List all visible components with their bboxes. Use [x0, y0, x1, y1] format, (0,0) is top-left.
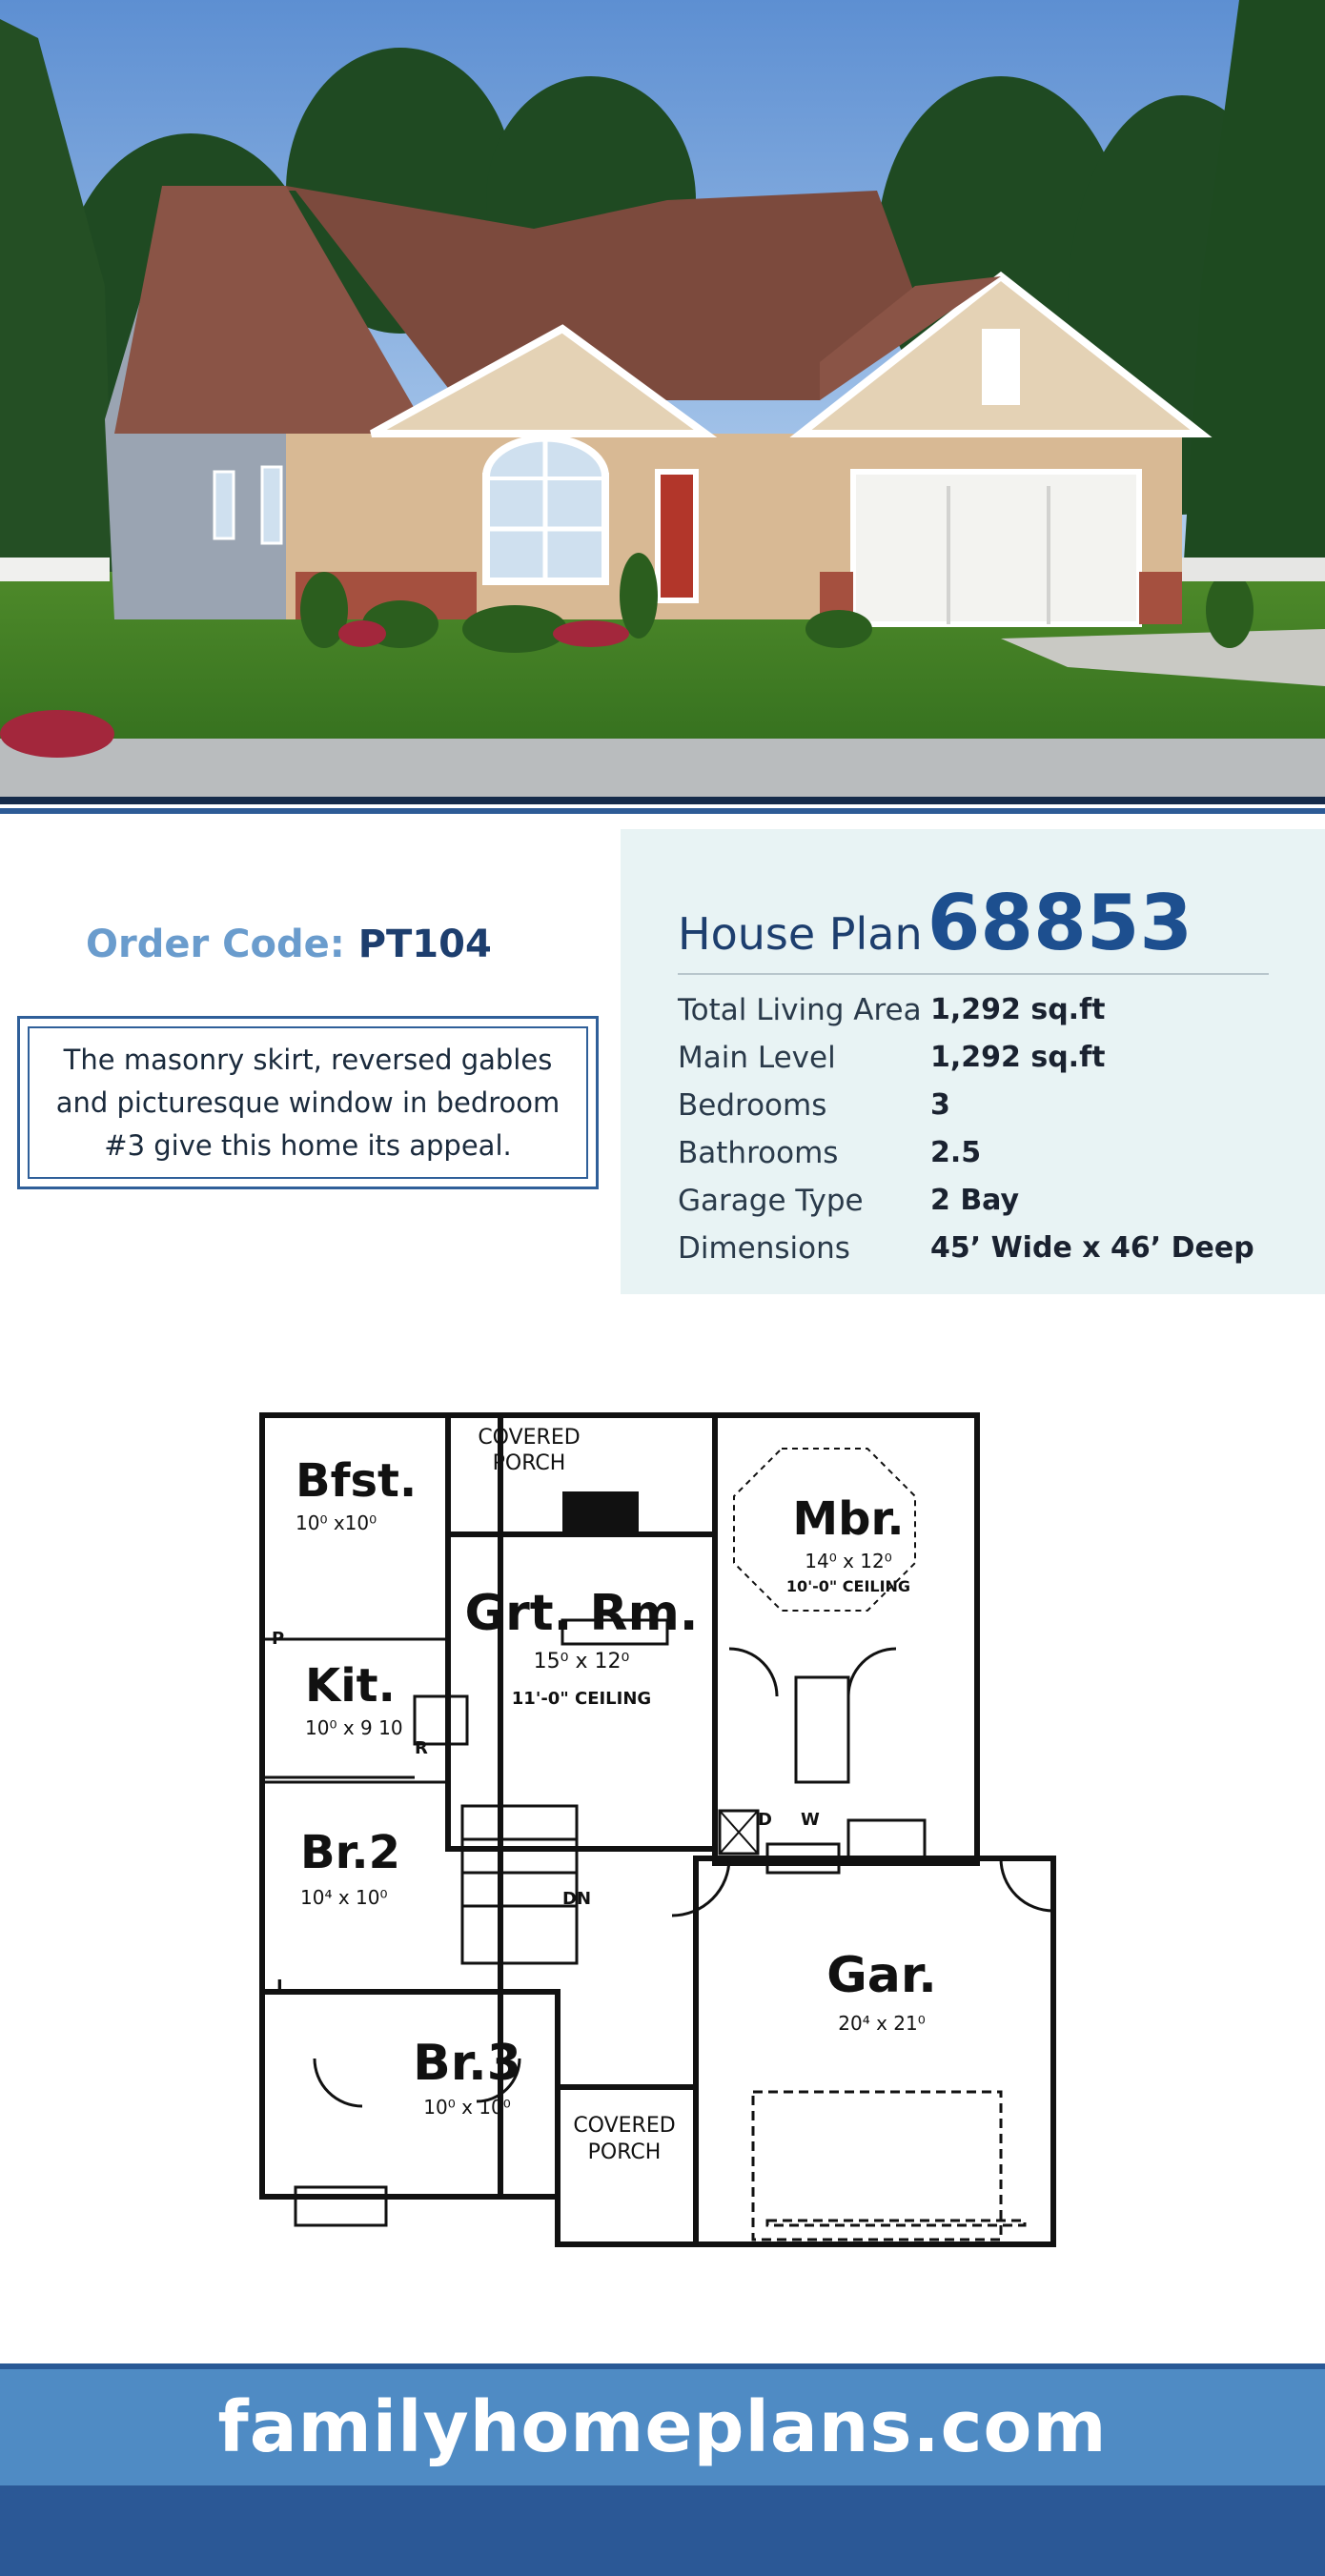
room-name-kit: Kit. [305, 1659, 396, 1713]
marker-dryer: D [758, 1810, 772, 1830]
footer-band [0, 2363, 1325, 2485]
spec-row-garage-type [678, 1184, 1288, 1222]
spec-value: 2 Bay [930, 1184, 1020, 1217]
plan-title [678, 879, 1192, 967]
covered-porch-top-line1: COVERED [478, 1426, 581, 1450]
spec-value: 45’ Wide x 46’ Deep [930, 1231, 1254, 1265]
room-ceiling-mbr: 10'-0" CEILING [785, 1577, 911, 1595]
spec-row-bedrooms [678, 1088, 1288, 1126]
divider-stripe-dark [0, 797, 1325, 804]
order-code [86, 923, 492, 966]
spec-label: Total Living Area [678, 993, 922, 1027]
covered-porch-bottom-line2: PORCH [587, 2140, 662, 2164]
spec-label: Dimensions [678, 1231, 850, 1266]
room-name-gar: Gar. [826, 1947, 937, 2004]
spec-row-total-living-area [678, 993, 1288, 1031]
door-swing-garage [672, 1858, 729, 1916]
spec-label: Main Level [678, 1041, 836, 1075]
order-code-value: PT104 [357, 923, 492, 966]
plan-number: 68853 [927, 879, 1193, 967]
fireplace-icon [562, 1491, 639, 1534]
floor-plan-drawing [238, 1401, 1096, 2259]
covered-porch-bottom-line1: COVERED [573, 2114, 676, 2138]
room-dims-gar: 20⁴ x 21⁰ [838, 2012, 926, 2035]
room-dims-br2: 10⁴ x 10⁰ [300, 1886, 388, 1909]
stair [462, 1806, 577, 1963]
spec-value: 1,292 sq.ft [930, 1041, 1106, 1074]
divider-stripe-blue [0, 808, 1325, 814]
wall-br3 [262, 1992, 558, 2197]
spec-value: 1,292 sq.ft [930, 993, 1106, 1026]
house-rendering [0, 0, 1325, 797]
spec-row-bathrooms [678, 1136, 1288, 1174]
description-text: The masonry skirt, reversed gables and picturesque window in bedroom #3 give this home its appeal. [55, 1043, 561, 1162]
wall-master-block [715, 1415, 977, 1863]
description-box [17, 1016, 599, 1189]
covered-porch-top-line2: PORCH [492, 1451, 566, 1475]
room-name-grt-rm: Grt. Rm. [464, 1585, 699, 1642]
footer-site-link[interactable]: familyhomeplans.com [217, 2386, 1108, 2468]
order-code-label: Order Code: [86, 923, 345, 966]
marker-stair-down: DN [562, 1889, 592, 1909]
wall-covered-porch-bottom [558, 2087, 696, 2244]
marker-refrigerator: R [415, 1738, 428, 1758]
house-illustration [0, 0, 1325, 797]
footer-bottom-bar [0, 2485, 1325, 2576]
room-ceiling-grt-rm: 11'-0" CEILING [511, 1689, 652, 1709]
spec-label: Bedrooms [678, 1088, 827, 1123]
room-dims-br3: 10⁰ x 10⁰ [423, 2096, 511, 2119]
spec-label: Garage Type [678, 1184, 864, 1218]
room-name-bfst: Bfst. [296, 1454, 418, 1508]
spec-label: Bathrooms [678, 1136, 839, 1170]
tub-master [796, 1677, 848, 1782]
floor-plan [238, 1401, 1096, 2259]
room-name-br2: Br.2 [300, 1826, 401, 1879]
spec-value: 3 [930, 1088, 950, 1122]
spec-value: 2.5 [930, 1136, 982, 1169]
specs-divider [678, 973, 1269, 975]
room-name-br3: Br.3 [413, 2035, 521, 2092]
plan-title-label: House Plan [678, 908, 923, 960]
marker-washer: W [801, 1810, 820, 1830]
room-dims-kit: 10⁰ x 9 10 [305, 1716, 403, 1739]
room-dims-bfst: 10⁰ x10⁰ [296, 1511, 377, 1534]
room-dims-mbr: 14⁰ x 12⁰ [805, 1550, 892, 1572]
marker-pantry: P [272, 1629, 285, 1649]
marker-linen: L [276, 1977, 288, 1997]
garage-door-outline [753, 2092, 1001, 2240]
room-name-mbr: Mbr. [792, 1492, 905, 1546]
spec-row-dimensions [678, 1231, 1288, 1269]
spec-row-main-level [678, 1041, 1288, 1079]
plan-specs-panel [621, 829, 1325, 1294]
room-dims-grt-rm: 15⁰ x 12⁰ [533, 1650, 630, 1673]
description-inner [28, 1026, 588, 1179]
